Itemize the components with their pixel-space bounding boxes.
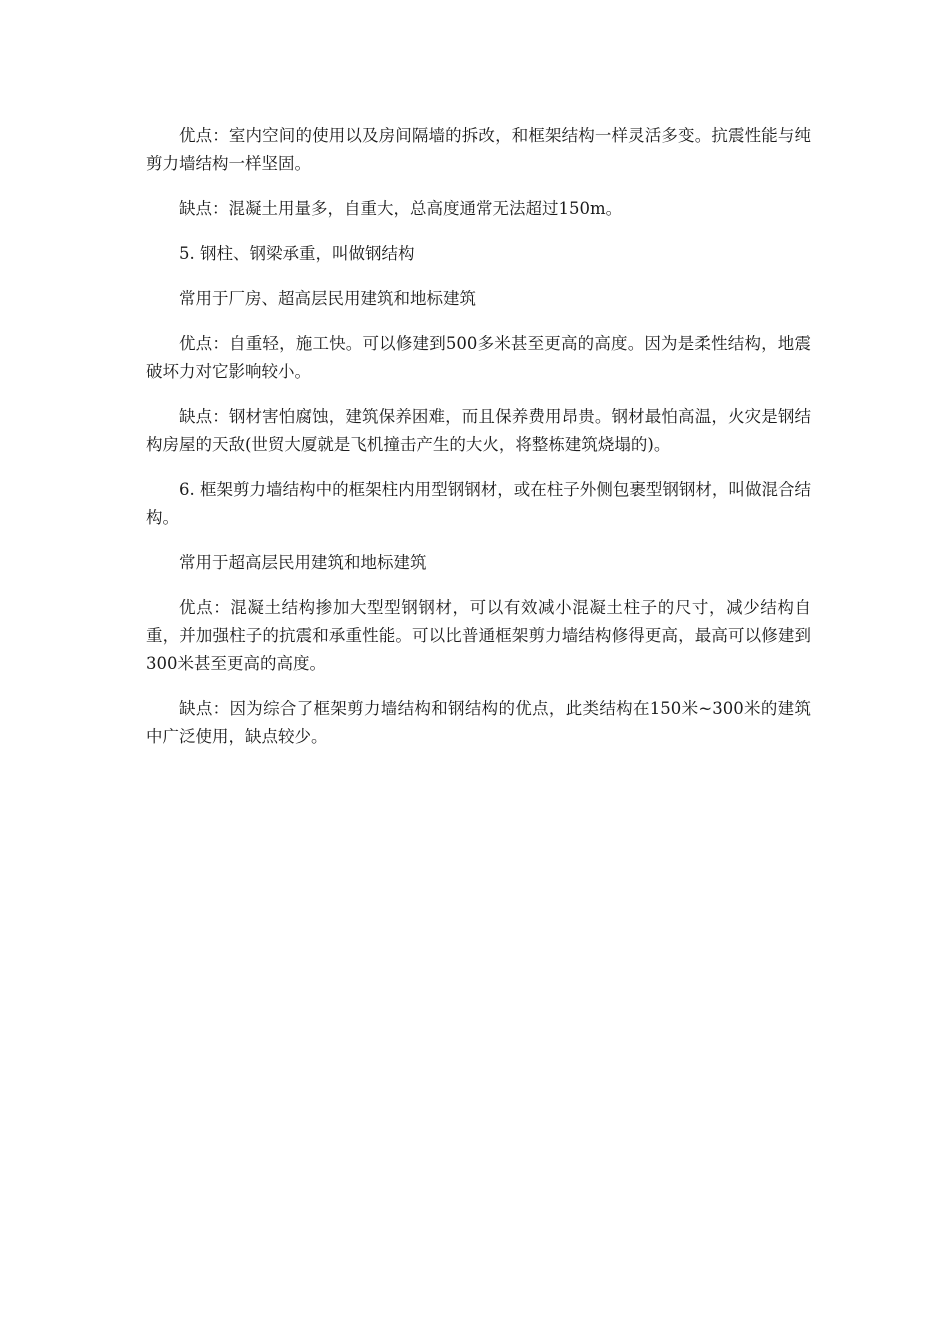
paragraph-steel-advantages: 优点：自重轻，施工快。可以修建到500多米甚至更高的高度。因为是柔性结构，地震破坏力对它影响较小。 — [146, 334, 811, 381]
paragraph-hybrid-structure-heading: 6. 框架剪力墙结构中的框架柱内用型钢钢材，或在柱子外侧包裹型钢钢材，叫做混合结构。 — [146, 480, 811, 527]
paragraph-steel-disadvantages: 缺点：钢材害怕腐蚀，建筑保养困难，而且保养费用昂贵。钢材最怕高温，火灾是钢结构房屋的天敌(世贸大厦就是飞机撞击产生的大火，将整栋建筑烧塌的)。 — [146, 407, 811, 454]
paragraph-steel-structure-usage: 常用于厂房、超高层民用建筑和地标建筑 — [179, 289, 476, 308]
paragraph-hybrid-structure-usage: 常用于超高层民用建筑和地标建筑 — [179, 553, 427, 572]
paragraph-hybrid-advantages: 优点：混凝土结构掺加大型型钢钢材，可以有效减小混凝土柱子的尺寸，减少结构自重，并加强柱子的抗震和承重性能。可以比普通框架剪力墙结构修得更高，最高可以修建到300米甚至更高的高度。 — [146, 598, 811, 673]
paragraph-steel-structure-heading: 5. 钢柱、钢梁承重，叫做钢结构 — [179, 244, 415, 263]
paragraph-advantages-frame-shear: 优点：室内空间的使用以及房间隔墙的拆改，和框架结构一样灵活多变。抗震性能与纯剪力墙结构一样坚固。 — [146, 126, 811, 173]
document-body — [146, 122, 811, 768]
paragraph-hybrid-disadvantages: 缺点：因为综合了框架剪力墙结构和钢结构的优点，此类结构在150米~300米的建筑中广泛使用，缺点较少。 — [146, 699, 811, 746]
paragraph-disadvantages-frame-shear: 缺点：混凝土用量多，自重大，总高度通常无法超过150m。 — [179, 199, 623, 218]
